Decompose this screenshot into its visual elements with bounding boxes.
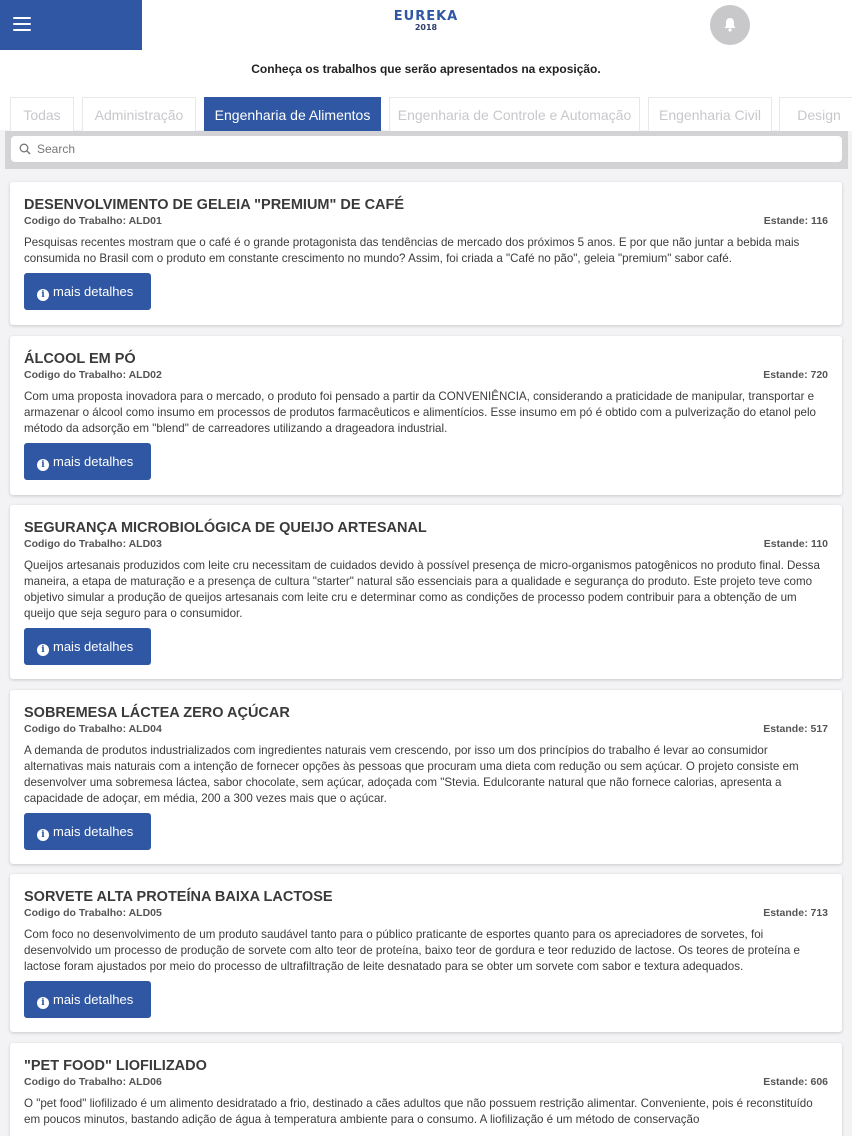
search-icon [19, 143, 31, 155]
project-code: Codigo do Trabalho: ALD02 [24, 369, 162, 381]
project-card [10, 505, 842, 679]
project-stand: Estande: 110 [763, 538, 828, 550]
project-meta [24, 723, 828, 739]
project-meta [24, 1076, 828, 1092]
details-label: mais detalhes [53, 454, 134, 469]
project-code: Codigo do Trabalho: ALD01 [24, 215, 162, 227]
details-button[interactable] [24, 981, 151, 1018]
project-code: Codigo do Trabalho: ALD03 [24, 538, 162, 550]
project-meta [24, 538, 828, 554]
project-title: "PET FOOD" LIOFILIZADO [24, 1058, 207, 1074]
tab-engenharia-de-controle-e-automacao[interactable]: Engenharia de Controle e Automação [389, 97, 640, 131]
details-label: mais detalhes [53, 284, 134, 299]
info-circle-icon: i [37, 644, 49, 656]
details-button[interactable] [24, 443, 151, 480]
project-description: O "pet food" liofilizado é um alimento desidratado a frio, destinado a cães adultos que não possuem restrição alimentar. Conveniente, pois é reconstituído em poucos minutos, bastando adição de água à temperatura ambiente para o consumo. A liofilização é um método de conservação [24, 1097, 813, 1126]
notifications-button[interactable] [710, 5, 750, 45]
project-card [10, 336, 842, 495]
bell-icon [723, 17, 737, 33]
tab-design[interactable]: Design [779, 97, 852, 131]
info-circle-icon: i [37, 289, 49, 301]
project-meta [24, 907, 828, 923]
project-title: SOBREMESA LÁCTEA ZERO AÇÚCAR [24, 705, 290, 721]
project-card [10, 182, 842, 325]
details-label: mais detalhes [53, 824, 134, 839]
project-card [10, 874, 842, 1032]
logo-year: 2018 [414, 23, 438, 32]
project-description: Pesquisas recentes mostram que o café é o grande protagonista das tendências de mercado dos próximos 5 anos. E por que não juntar a bebida mais consumida no Brasil com o produto em constante crescimento no mundo? Assim, foi criada a "Café no pão", geleia "premium" sabor café. [24, 236, 800, 265]
app-logo [388, 10, 464, 34]
project-title: DESENVOLVIMENTO DE GELEIA "PREMIUM" DE CAFÉ [24, 197, 405, 213]
logo-text: EUREKA [393, 9, 459, 24]
project-description: Com foco no desenvolvimento de um produto saudável tanto para o público praticante de esportes quanto para os apreciadores de sorvetes, foi desenvolvido um processo de produção de sorvete com alto teor de proteína, baixo teor de gordura e teor reduzido de lactose. Os teores de proteína e lactose foram ajustados por meio do processo de ultrafiltração de leite desnatado para se obter um sorvete com sabor e textura adequados. [24, 928, 800, 973]
search-box [11, 136, 842, 162]
info-circle-icon: i [37, 829, 49, 841]
project-card [10, 690, 842, 864]
tab-engenharia-civil[interactable]: Engenharia Civil [648, 97, 772, 131]
details-label: mais detalhes [53, 992, 134, 1007]
project-code: Codigo do Trabalho: ALD04 [24, 723, 162, 735]
search-bar [5, 131, 848, 169]
details-button[interactable] [24, 628, 151, 665]
project-meta [24, 369, 828, 385]
project-title: SORVETE ALTA PROTEÍNA BAIXA LACTOSE [24, 889, 333, 905]
tab-administracao[interactable]: Administração [82, 97, 196, 131]
project-stand: Estande: 713 [763, 907, 828, 919]
project-stand: Estande: 517 [763, 723, 828, 735]
project-meta [24, 215, 828, 231]
project-title: ÁLCOOL EM PÓ [24, 351, 136, 367]
intro-text: Conheça os trabalhos que serão apresentados na exposição. [0, 62, 852, 82]
project-description: Com uma proposta inovadora para o mercado, o produto foi pensado a partir da CONVENIÊNCIA, considerando a praticidade de manipular, transportar e armazenar o álcool como insumo em processos de produtos farmacêuticos e alimentícios. Esse insumo em pó é obtido com a pulverização do etanol pelo método da adsorção em "blend" de carreadores utilizando a drageadora industrial. [24, 390, 817, 435]
project-code: Codigo do Trabalho: ALD05 [24, 907, 162, 919]
project-code: Codigo do Trabalho: ALD06 [24, 1076, 162, 1088]
details-button[interactable] [24, 813, 151, 850]
project-stand: Estande: 720 [763, 369, 828, 381]
project-title: SEGURANÇA MICROBIOLÓGICA DE QUEIJO ARTESANAL [24, 520, 427, 536]
project-stand: Estande: 606 [763, 1076, 828, 1088]
tab-engenharia-de-alimentos[interactable]: Engenharia de Alimentos [204, 97, 381, 131]
info-circle-icon: i [37, 459, 49, 471]
menu-button[interactable] [0, 0, 142, 50]
project-stand: Estande: 116 [763, 215, 828, 227]
details-label: mais detalhes [53, 639, 134, 654]
details-button[interactable] [24, 273, 151, 310]
search-input[interactable] [37, 136, 827, 162]
project-description: A demanda de produtos industrializados com ingredientes naturais vem crescendo, por isso um dos princípios do trabalho é levar ao consumidor alternativas mais naturais com a intenção de fornecer opções às pessoas que procuram uma dieta com redução ou sem açúcar. O projeto consiste em desenvolver uma sobremesa láctea, sabor chocolate, sem açúcar, adoçada com "Stevia. Edulcorante natural que não fornece calorias, apresenta a capacidade de adoçar, em média, 200 a 300 vezes mais que o açúcar. [24, 744, 799, 805]
info-circle-icon: i [37, 997, 49, 1009]
project-card [10, 1043, 842, 1136]
project-description: Queijos artesanais produzidos com leite cru necessitam de cuidados devido à possível presença de micro-organismos patogênicos no produto final. Dessa maneira, a etapa de maturação e a presença de cultura "starter" natural são essenciais para a qualidade e segurança do produto. Este projeto teve como objetivo simular a produção de queijos artesanais com leite cru e determinar como as condições de processo podem contribuir para a obtenção de um queijo que seja seguro para o consumidor. [24, 559, 820, 620]
tab-todas[interactable]: Todas [10, 97, 74, 131]
category-tabs [10, 97, 852, 131]
hamburger-icon [13, 17, 31, 35]
